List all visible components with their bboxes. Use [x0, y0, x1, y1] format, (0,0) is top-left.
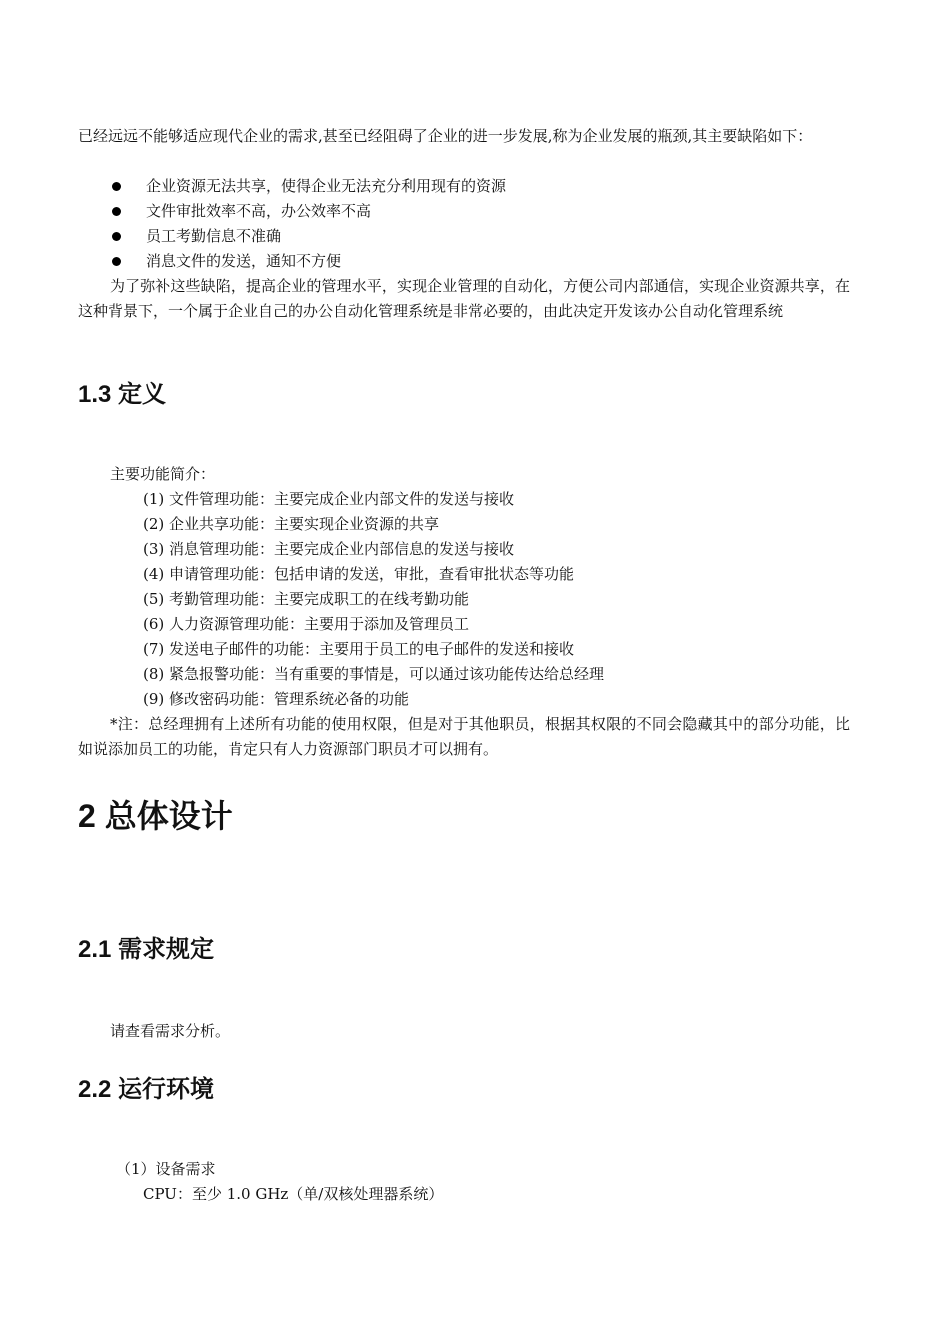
heading-2-1: 2.1 需求规定 — [78, 936, 215, 963]
defect-bullet-list — [110, 174, 506, 274]
function-item: (4) 申请管理功能：包括申请的发送，审批，查看审批状态等功能 — [143, 565, 575, 583]
function-item: (9) 修改密码功能：管理系统必备的功能 — [143, 690, 410, 708]
intro-paragraph: 已经远远不能够适应现代企业的需求,甚至已经阻碍了企业的进一步发展,称为企业发展的瓶颈,其主要缺陷如下： — [78, 127, 813, 145]
function-item: (2) 企业共享功能：主要实现企业资源的共享 — [143, 515, 440, 533]
bullet-item: 员工考勤信息不准确 — [110, 224, 506, 249]
function-item: (3) 消息管理功能：主要完成企业内部信息的发送与接收 — [143, 540, 515, 558]
bullet-item: 企业资源无法共享，使得企业无法充分利用现有的资源 — [110, 174, 506, 199]
function-item: (6) 人力资源管理功能：主要用于添加及管理员工 — [143, 615, 470, 633]
bullet-dot-icon — [112, 232, 121, 241]
permission-note: *注：总经理拥有上述所有功能的使用权限，但是对于其他职员，根据其权限的不同会隐藏其中的部分功能，比如说添加员工的功能，肯定只有人力资源部门职员才可以拥有。 — [78, 715, 850, 758]
heading-1-3: 1.3 定义 — [78, 381, 167, 408]
bullet-dot-icon — [112, 257, 121, 266]
function-item: (8) 紧急报警功能：当有重要的事情是，可以通过该功能传达给总经理 — [143, 665, 605, 683]
bullet-dot-icon — [112, 207, 121, 216]
function-intro-label: 主要功能简介： — [110, 465, 216, 483]
heading-2: 2 总体设计 — [78, 798, 233, 834]
function-item: (1) 文件管理功能：主要完成企业内部文件的发送与接收 — [143, 490, 515, 508]
function-item: (5) 考勤管理功能：主要完成职工的在线考勤功能 — [143, 590, 470, 608]
function-item: (7) 发送电子邮件的功能：主要用于员工的电子邮件的发送和接收 — [143, 640, 575, 658]
function-list — [143, 487, 604, 712]
device-requirement-item: （1）设备需求 — [116, 1160, 216, 1178]
cpu-requirement: CPU：至少 1.0 GHz（单/双核处理器系统） — [143, 1185, 444, 1203]
heading-2-2: 2.2 运行环境 — [78, 1076, 215, 1103]
motivation-paragraph: 为了弥补这些缺陷，提高企业的管理水平，实现企业管理的自动化，方便公司内部通信，实现企业资源共享，在这种背景下，一个属于企业自己的办公自动化管理系统是非常必要的，由此决定开发该办公自动化管理系统 — [78, 277, 850, 320]
bullet-dot-icon — [112, 182, 121, 191]
bullet-item: 文件审批效率不高，办公效率不高 — [110, 199, 506, 224]
requirements-text: 请查看需求分析。 — [110, 1022, 231, 1040]
bullet-item: 消息文件的发送，通知不方便 — [110, 249, 506, 274]
